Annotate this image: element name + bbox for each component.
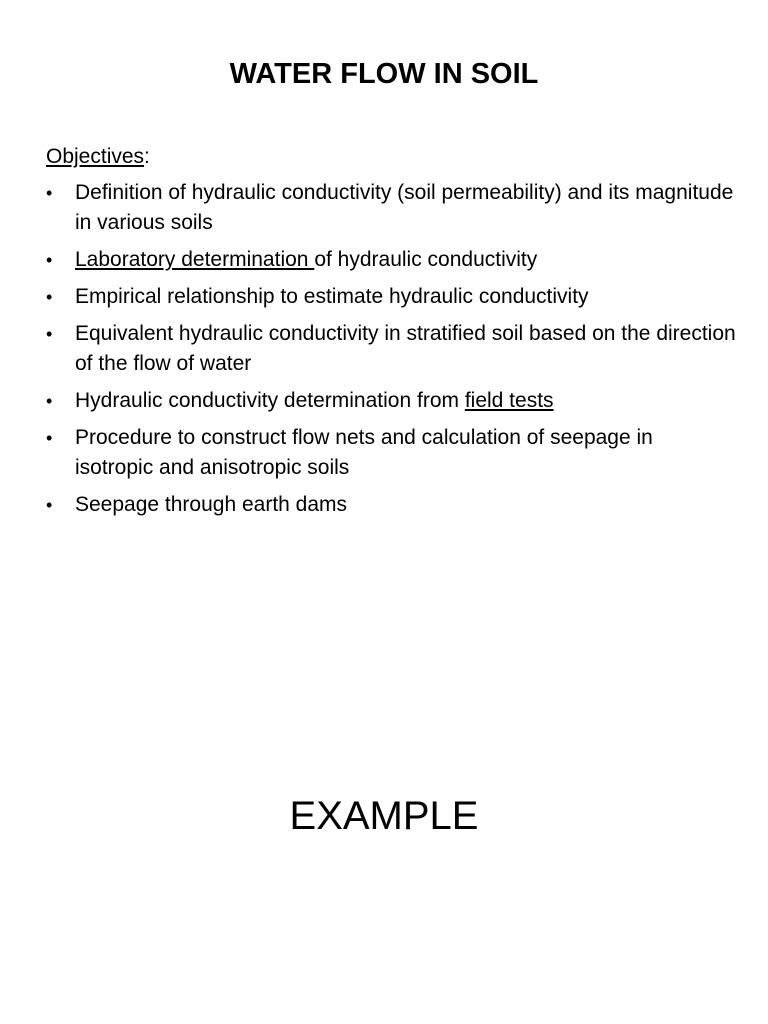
list-item — [46, 319, 736, 379]
bullet-icon: • — [46, 428, 53, 448]
list-item-text: Seepage through earth dams — [75, 493, 348, 516]
list-item-text: Procedure to construct flow nets and calculation of seepage in isotropic and anisotropic soils — [75, 426, 653, 479]
bullet-icon: • — [46, 391, 53, 411]
list-item-underlined: field tests — [464, 389, 554, 412]
list-item — [46, 178, 736, 238]
list-item-text: of hydraulic conductivity — [314, 248, 538, 271]
list-item — [46, 282, 736, 312]
list-item-text: Definition of hydraulic conductivity (soil permeability) and its magnitude in various soils — [75, 181, 734, 234]
list-item-text: Equivalent hydraulic conductivity in stratified soil based on the direction of the flow of water — [75, 322, 736, 375]
list-item — [46, 245, 736, 275]
list-item — [46, 386, 736, 416]
bullet-icon: • — [46, 324, 53, 344]
objectives-list — [46, 178, 736, 527]
bullet-icon: • — [46, 250, 53, 270]
bullet-icon: • — [46, 287, 53, 307]
objectives-colon: : — [144, 145, 150, 168]
list-item-text: Empirical relationship to estimate hydraulic conductivity — [75, 285, 589, 308]
list-item — [46, 423, 736, 483]
list-item — [46, 490, 736, 520]
example-heading: EXAMPLE — [289, 794, 479, 838]
page-title: WATER FLOW IN SOIL — [229, 58, 539, 90]
objectives-heading — [46, 144, 150, 170]
list-item-underlined: Laboratory determination — [75, 248, 315, 271]
list-item-text: Hydraulic conductivity determination from — [75, 389, 465, 412]
objectives-label: Objectives — [46, 145, 145, 168]
bullet-icon: • — [46, 183, 53, 203]
bullet-icon: • — [46, 495, 53, 515]
